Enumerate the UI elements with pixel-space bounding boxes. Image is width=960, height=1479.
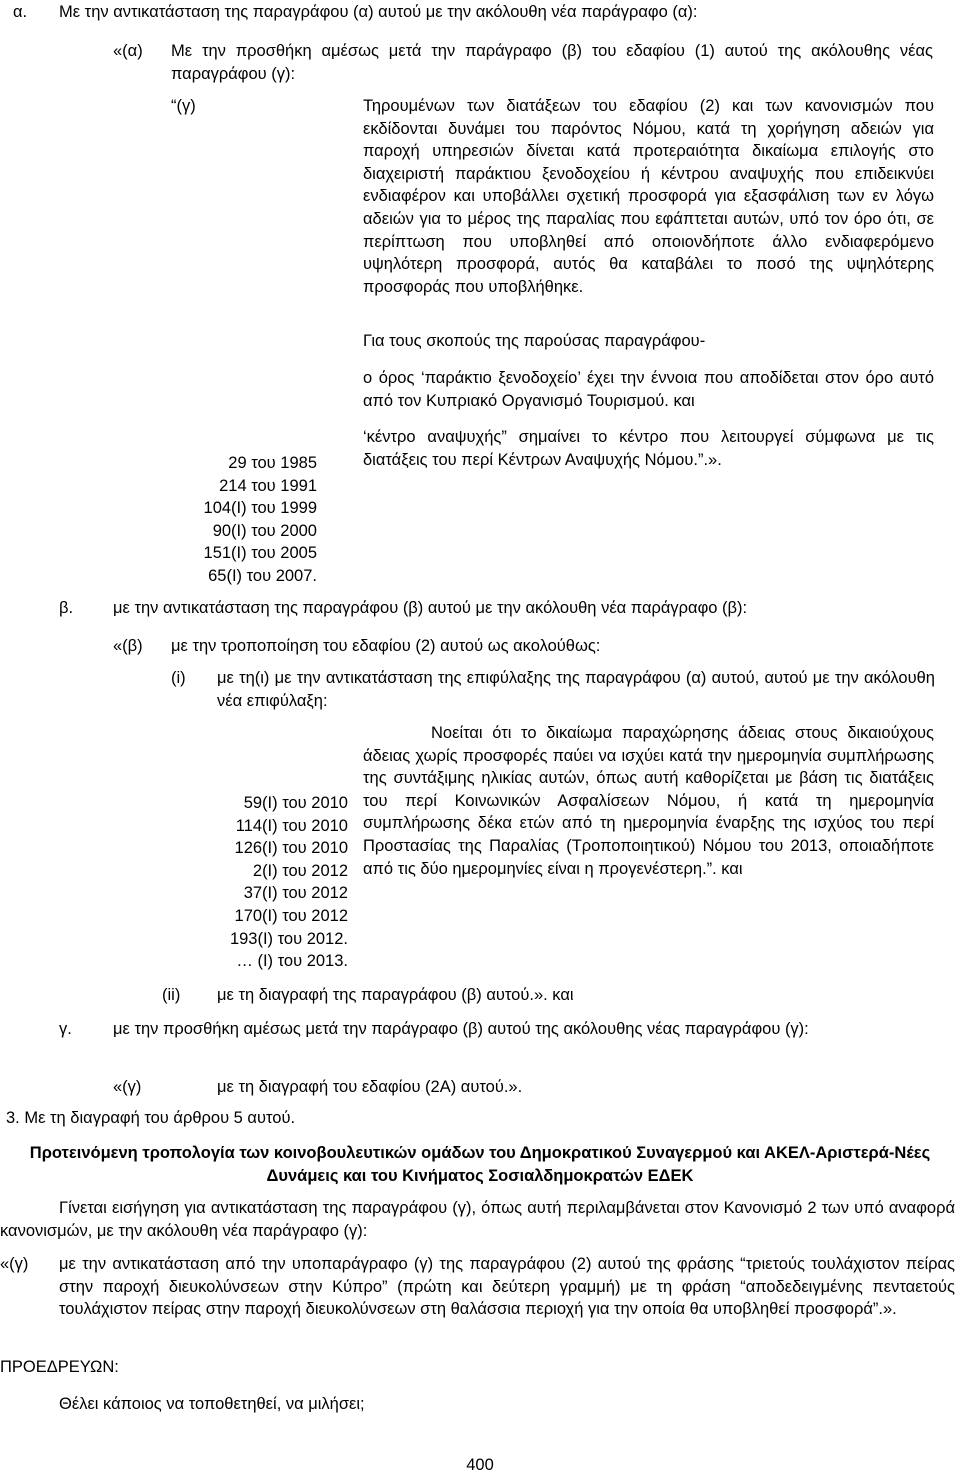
- margin-note: 214 του 1991: [219, 476, 317, 495]
- margin-note: 114(Ι) του 2010: [235, 816, 348, 835]
- item-b-i-marker: (i): [171, 669, 186, 687]
- amendment-heading: Προτεινόμενη τροπολογία των κοινοβουλευτικών ομάδων του Δημοκρατικού Συναγερμού και ΑΚΕΛ-Αριστερά-Νέες Δυνάμεις και του Κινήματος Σοσιαλδημοκρατών ΕΔΕΚ: [29, 1144, 931, 1185]
- amendment-quote-marker: «(γ): [0, 1255, 29, 1273]
- item-a-margin-notes: [150, 452, 317, 588]
- item-c-quote-marker: «(γ): [113, 1078, 142, 1096]
- item-3: 3. Με τη διαγραφή του άρθρου 5 αυτού.: [6, 1109, 296, 1127]
- item-b-quote-marker: «(β): [113, 637, 143, 655]
- margin-note: 29 του 1985: [228, 454, 317, 472]
- item-b-ii-marker: (ii): [162, 986, 181, 1004]
- item-a-definition-leisure-centre: ‘κέντρο αναψυχής” σημαίνει το κέντρο που λειτουργεί σύμφωνα με τις διατάξεις του περί Κέντρων Αναψυχής Νόμου.”.».: [363, 428, 934, 469]
- margin-note: 104(Ι) του 1999: [203, 499, 317, 518]
- item-a-sub-marker: “(γ): [171, 97, 196, 115]
- margin-note: 170(Ι) του 2012: [234, 906, 348, 925]
- item-a-definition-coastal-hotel: ο όρος ‘παράκτιο ξενοδοχείο’ έχει την έννοια που αποδίδεται στον όρο αυτό από τον Κυπριακό Οργανισμό Τουρισμού. και: [363, 369, 934, 410]
- item-a-intro: Με την αντικατάσταση της παραγράφου (α) αυτού με την ακόλουθη νέα παράγραφο (α):: [59, 3, 698, 21]
- item-b-marker: β.: [59, 599, 74, 617]
- item-b-intro: με την αντικατάσταση της παραγράφου (β) αυτού με την ακόλουθη νέα παράγραφο (β):: [113, 599, 748, 617]
- margin-note: 37(Ι) του 2012: [243, 884, 348, 903]
- item-a-quote-text: Με την προσθήκη αμέσως μετά την παράγραφο (β) του εδαφίου (1) αυτού της ακόλουθης νέας παραγράφου (γ):: [171, 42, 933, 83]
- margin-note: 59(Ι) του 2010: [243, 794, 348, 812]
- margin-note: 90(Ι) του 2000: [212, 521, 317, 540]
- item-c-marker: γ.: [59, 1020, 72, 1038]
- margin-note: 151(Ι) του 2005: [203, 544, 317, 563]
- item-b-i-text: με τη(ι) με την αντικατάσταση της επιφύλαξης της παραγράφου (α) αυτού, αυτού με την ακόλουθη νέα επιφύλαξη:: [217, 669, 935, 710]
- item-a-quote-marker: «(α): [113, 42, 143, 60]
- amendment-intro: Γίνεται εισήγηση για αντικατάσταση της παραγράφου (γ), όπως αυτή περιλαμβάνεται στον Κανονισμό 2 των υπό αναφορά κανονισμών, με την ακόλουθη νέα παράγραφο (γ):: [0, 1199, 955, 1240]
- page-number: 400: [466, 1456, 494, 1474]
- item-b-quote-text: με την τροποποίηση του εδαφίου (2) αυτού ως ακολούθως:: [171, 637, 601, 655]
- item-b-ii-text: με τη διαγραφή της παραγράφου (β) αυτού.». και: [217, 986, 574, 1004]
- margin-note: … (Ι) του 2013.: [236, 952, 348, 971]
- speaker-label: ΠΡΟΕΔΡΕΥΩΝ:: [0, 1358, 119, 1376]
- speaker-text: Θέλει κάποιος να τοποθετηθεί, να μιλήσει;: [59, 1395, 365, 1413]
- margin-note: 65(Ι) του 2007.: [208, 566, 317, 585]
- item-a-marker: α.: [13, 3, 28, 21]
- margin-note: 193(Ι) του 2012.: [229, 929, 348, 948]
- item-b-margin-notes: [150, 792, 348, 973]
- item-c-intro: με την προσθήκη αμέσως μετά την παράγραφο (β) αυτού της ακόλουθης νέας παραγράφου (γ):: [113, 1020, 809, 1038]
- amendment-quote-text: με την αντικατάσταση από την υποπαράγραφο (γ) της παραγράφου (2) αυτού της φράσης “τριετούς τουλάχιστον πείρας στην παροχή διευκολύνσεων στην Κύπρο” (πρώτη και δεύτερη γραμμή) με τη φράση “αποδεδειγμένης πενταετούς τουλάχιστον πείρας στην παροχή διευκολύνσεων στη θαλάσσια περιοχή για την οποία θα υποβληθεί προσφορά”.».: [59, 1255, 955, 1319]
- item-c-quote-text: με τη διαγραφή του εδαφίου (2Α) αυτού.».: [217, 1078, 523, 1096]
- margin-note: 126(Ι) του 2010: [234, 839, 348, 858]
- margin-note: 2(Ι) του 2012: [252, 861, 348, 880]
- item-a-purposes: Για τους σκοπούς της παρούσας παραγράφου-: [363, 332, 706, 350]
- item-b-proviso: Νοείται ότι το δικαίωμα παραχώρησης άδειας στους δικαιούχους άδειας χωρίς προσφορές παύει να ισχύει κατά την ημερομηνία συμπλήρωσης της συντάξιμης ηλικίας αυτών, όπως αυτή καθορίζεται με βάση τις διατάξεις του περί Κοινωνικών Ασφαλίσεων Νόμου, ή κατά τη ημερομηνία συμπλήρωσης δέκα ετών από τη ημερομηνία έναρξης της ισχύος του περί Προστασίας της Παραλίας (Τροποποιητικού) Νόμου του 2013, οποιαδήποτε από τις δύο ημερομηνίες είναι η προγενέστερη.”. και: [363, 724, 934, 878]
- item-a-sub-text: Τηρουμένων των διατάξεων του εδαφίου (2) και των κανονισμών που εκδίδονται δυνάμει του παρόντος Νόμου, κατά τη χορήγηση αδειών για παροχή υπηρεσιών δίνεται κατά προτεραιότητα δικαίωμα επιλογής στο διαχειριστή παράκτιου ξενοδοχείου ή κέντρου αναψυχής που επιδεικνύει ενδιαφέρον και υποβάλλει σχετική προσφορά για εξασφάλιση των εν λόγω αδειών για το μέρος της παραλίας που εφάπτεται αυτών, υπό τον όρο ότι, σε περίπτωση που υποβληθεί από οποιονδήποτε άλλο ενδιαφερόμενο υψηλότερη προσφορά, αυτός θα καταβάλει το ποσό της υψηλότερης προσφοράς που υποβλήθηκε.: [363, 97, 934, 296]
